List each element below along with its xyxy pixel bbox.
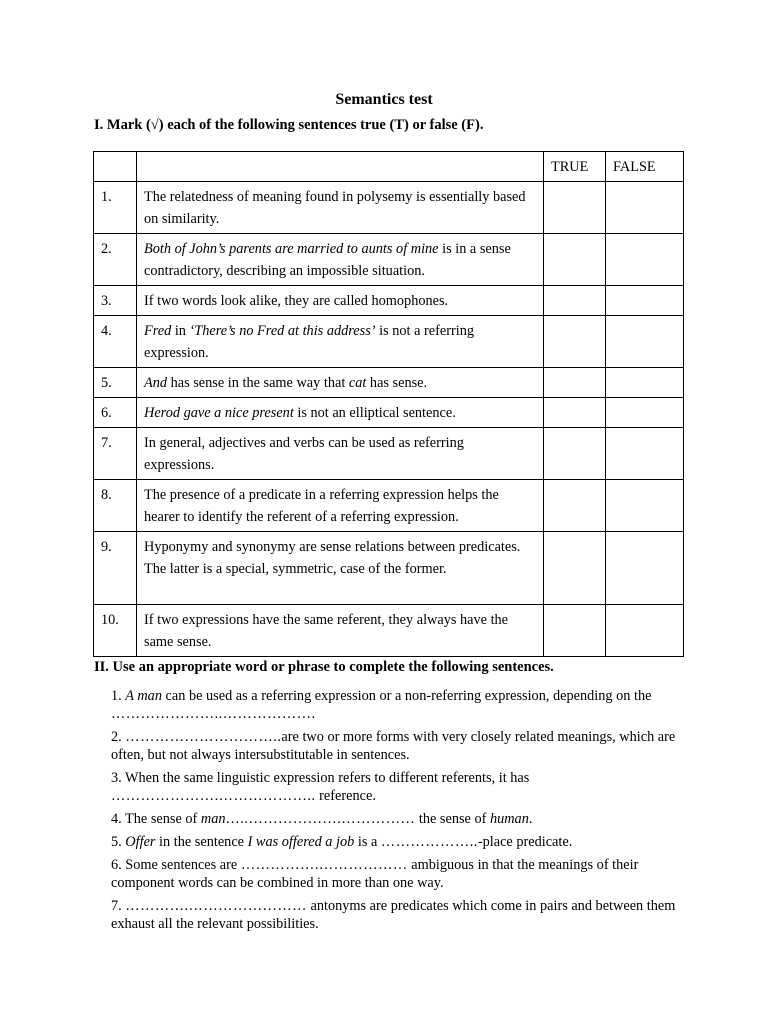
fill-in-list bbox=[111, 687, 681, 938]
list-item: 2. …………………………..are two or more forms with very closely related meanings, which are often, but not always intersubstitutable in sentences. bbox=[111, 729, 676, 763]
blank[interactable]: …………………..………………. bbox=[111, 706, 316, 722]
row-statement: Fred in ‘There’s no Fred at this address’ is not a referring expression. bbox=[137, 316, 544, 368]
header-false: FALSE bbox=[606, 152, 684, 182]
section1-heading: I. Mark (√) each of the following sentences true (T) or false (F). bbox=[94, 117, 484, 133]
header-num-cell bbox=[94, 152, 137, 182]
table-row bbox=[94, 398, 684, 428]
row-statement: If two expressions have the same referent, they always have the same sense. bbox=[137, 605, 544, 657]
true-answer-cell[interactable] bbox=[544, 532, 606, 605]
blank[interactable]: ………………….……………….. bbox=[111, 788, 316, 804]
row-statement: Both of John’s parents are married to aunts of mine is in a sense contradictory, describing an impossible situation. bbox=[137, 234, 544, 286]
list-item: 1. A man can be used as a referring expression or a non-referring expression, depending on the …………………..………………. bbox=[111, 688, 652, 722]
false-answer-cell[interactable] bbox=[606, 532, 684, 605]
row-number: 8. bbox=[94, 480, 137, 532]
true-false-table bbox=[93, 151, 684, 657]
blank[interactable]: …………….……………… bbox=[240, 857, 408, 873]
false-answer-cell[interactable] bbox=[606, 316, 684, 368]
list-item: 4. The sense of man…..……………….…………… the sense of human. bbox=[111, 811, 533, 827]
row-number: 7. bbox=[94, 428, 137, 480]
row-statement: The relatedness of meaning found in polysemy is essentially based on similarity. bbox=[137, 182, 544, 234]
row-statement: Hyponymy and synonymy are sense relations between predicates. The latter is a special, symmetric, case of the former. bbox=[137, 532, 544, 605]
row-number: 1. bbox=[94, 182, 137, 234]
table-row bbox=[94, 316, 684, 368]
row-statement: Herod gave a nice present is not an elliptical sentence. bbox=[137, 398, 544, 428]
page-title: Semantics test bbox=[335, 91, 433, 108]
false-answer-cell[interactable] bbox=[606, 428, 684, 480]
blank[interactable]: ………….…………………… bbox=[125, 898, 307, 914]
table-row bbox=[94, 480, 684, 532]
table-row bbox=[94, 605, 684, 657]
blank[interactable]: ……………….. bbox=[380, 834, 478, 850]
row-number: 10. bbox=[94, 605, 137, 657]
table-header-row bbox=[94, 152, 684, 182]
table-row bbox=[94, 286, 684, 316]
table-row bbox=[94, 532, 684, 605]
table-row bbox=[94, 368, 684, 398]
true-answer-cell[interactable] bbox=[544, 480, 606, 532]
blank[interactable]: ………………………….. bbox=[125, 729, 282, 745]
false-answer-cell[interactable] bbox=[606, 398, 684, 428]
row-statement: And has sense in the same way that cat has sense. bbox=[137, 368, 544, 398]
header-true: TRUE bbox=[544, 152, 606, 182]
false-answer-cell[interactable] bbox=[606, 234, 684, 286]
table-row bbox=[94, 182, 684, 234]
list-item: 7. ………….…………………… antonyms are predicates which come in pairs and between them exhaust all the relevant possibilities. bbox=[111, 898, 676, 932]
true-answer-cell[interactable] bbox=[544, 316, 606, 368]
row-number: 3. bbox=[94, 286, 137, 316]
section2-heading: II. Use an appropriate word or phrase to complete the following sentences. bbox=[94, 659, 554, 675]
row-statement: If two words look alike, they are called homophones. bbox=[137, 286, 544, 316]
header-statement-cell bbox=[137, 152, 544, 182]
row-number: 5. bbox=[94, 368, 137, 398]
true-answer-cell[interactable] bbox=[544, 605, 606, 657]
list-item: 6. Some sentences are …………….……………… ambiguous in that the meanings of their component words can be combined in more than one way. bbox=[111, 857, 639, 891]
false-answer-cell[interactable] bbox=[606, 605, 684, 657]
false-answer-cell[interactable] bbox=[606, 480, 684, 532]
row-statement: In general, adjectives and verbs can be used as referring expressions. bbox=[137, 428, 544, 480]
false-answer-cell[interactable] bbox=[606, 368, 684, 398]
true-answer-cell[interactable] bbox=[544, 286, 606, 316]
true-answer-cell[interactable] bbox=[544, 182, 606, 234]
row-number: 4. bbox=[94, 316, 137, 368]
row-number: 6. bbox=[94, 398, 137, 428]
blank[interactable]: …..……………….…………… bbox=[225, 811, 416, 827]
row-statement: The presence of a predicate in a referring expression helps the hearer to identify the referent of a referring expression. bbox=[137, 480, 544, 532]
row-number: 2. bbox=[94, 234, 137, 286]
list-item: 5. Offer in the sentence I was offered a job is a ………………..-place predicate. bbox=[111, 834, 573, 850]
table-row bbox=[94, 234, 684, 286]
list-item: 3. When the same linguistic expression refers to different referents, it has ………………….……………….. reference. bbox=[111, 770, 530, 804]
row-number: 9. bbox=[94, 532, 137, 605]
false-answer-cell[interactable] bbox=[606, 182, 684, 234]
true-answer-cell[interactable] bbox=[544, 398, 606, 428]
false-answer-cell[interactable] bbox=[606, 286, 684, 316]
true-answer-cell[interactable] bbox=[544, 428, 606, 480]
table-row bbox=[94, 428, 684, 480]
true-answer-cell[interactable] bbox=[544, 368, 606, 398]
true-answer-cell[interactable] bbox=[544, 234, 606, 286]
